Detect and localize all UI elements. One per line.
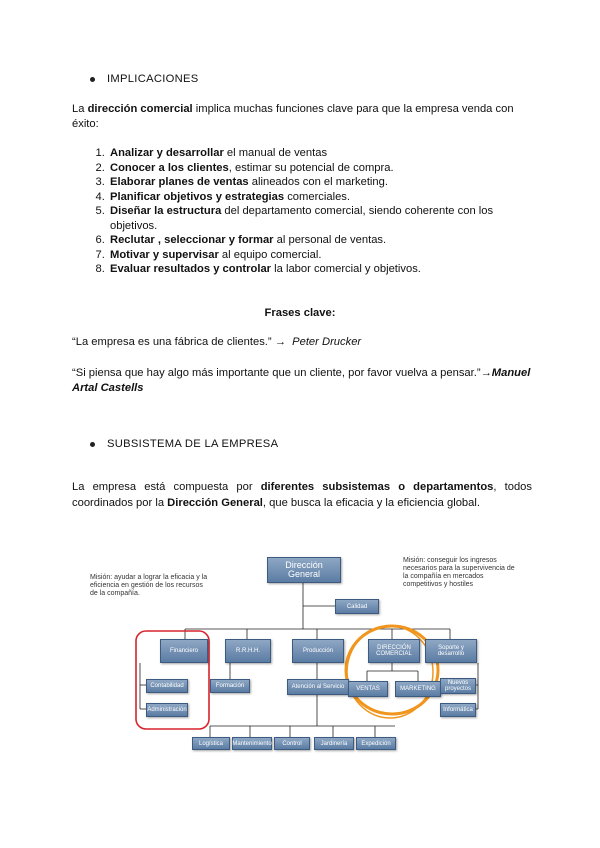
subsistema-paragraph: La empresa está compuesta por diferentes subsistemas o departamentos, todos coordinados por la Dirección General, que busca la eficacia y la eficiencia global.: [72, 481, 532, 509]
node-administracion: Administración: [146, 703, 188, 717]
list-item: 6. Reclutar , seleccionar y formar al personal de ventas.: [108, 233, 528, 248]
node-informatica: Informática: [440, 703, 476, 717]
list-item: 2. Conocer a los clientes, estimar su potencial de compra.: [108, 161, 528, 176]
bullet-dot-icon: [90, 77, 95, 82]
node-expedicion: Expedición: [356, 737, 396, 750]
node-direccion-comercial: DIRECCIÓN COMERCIAL: [368, 639, 420, 663]
list-item: 3. Elaborar planes de ventas alineados con el marketing.: [108, 175, 528, 190]
note-left: Misión: ayudar a lograr la eficacia y la eficiencia en gestión de los recursos de la compañía.: [90, 574, 208, 597]
list-item: 7. Motivar y supervisar al equipo comercial.: [108, 248, 528, 263]
bullet-implicaciones-text: IMPLICACIONES: [107, 73, 199, 85]
node-jardineria: Jardinería: [314, 737, 354, 750]
list-item: 4. Planificar objetivos y estrategias comerciales.: [108, 190, 528, 205]
node-produccion: Producción: [292, 639, 344, 663]
note-right: Misión: conseguir los ingresos necesarios para la supervivencia de la compañía en mercados competitivos y hostiles: [403, 557, 515, 588]
node-mantenimiento: Mantenimiento: [232, 737, 272, 750]
node-calidad: Calidad: [335, 599, 379, 614]
node-atencion-servicio: Atención al Servicio: [287, 679, 349, 695]
node-marketing: MARKETING: [395, 681, 441, 697]
node-contabilidad: Contabilidad: [146, 679, 188, 693]
list-item: 5. Diseñar la estructura del departamento comercial, siendo coherente con los objetivos.: [108, 204, 528, 233]
node-formacion: Formación: [210, 679, 250, 693]
bullet-implicaciones: [90, 73, 199, 85]
author-drucker: Peter Drucker: [292, 336, 362, 348]
steps-list: [88, 146, 528, 277]
quote-artal: “Si piensa que hay algo más importante que un cliente, por favor vuelva a pensar.”→Manuel Artal Castells: [72, 367, 531, 394]
node-rrhh: R.R.H.H.: [225, 639, 271, 663]
node-soporte: Soporte y desarrollo: [425, 639, 477, 663]
intro-bold: dirección comercial: [87, 103, 193, 115]
intro-post: implica muchas funciones clave para que la empresa venda con éxito:: [72, 103, 514, 130]
intro-paragraph: [72, 102, 532, 132]
node-logistica: Logística: [192, 737, 230, 750]
org-chart: [90, 551, 520, 751]
bullet-subsistema-text: SUBSISTEMA DE LA EMPRESA: [107, 438, 279, 450]
bullet-dot-icon: [90, 442, 95, 447]
phrases-title: Frases clave:: [264, 307, 336, 319]
node-nuevos-proyectos: Nuevos proyectos: [440, 678, 476, 694]
intro-pre: La: [72, 103, 88, 115]
node-financiero: Financiero: [160, 639, 208, 663]
node-ventas: VENTAS: [348, 681, 388, 697]
bullet-subsistema: [90, 438, 278, 450]
list-item: 1. Analizar y desarrollar el manual de ventas: [108, 146, 528, 161]
quote-drucker: “La empresa es una fábrica de clientes.” → Peter Drucker: [72, 336, 362, 348]
list-item: 8. Evaluar resultados y controlar la labor comercial y objetivos.: [108, 262, 528, 277]
author-artal: Manuel Artal Castells: [72, 367, 531, 394]
node-direccion-general: Dirección General: [267, 557, 341, 583]
node-control: Control: [274, 737, 310, 750]
